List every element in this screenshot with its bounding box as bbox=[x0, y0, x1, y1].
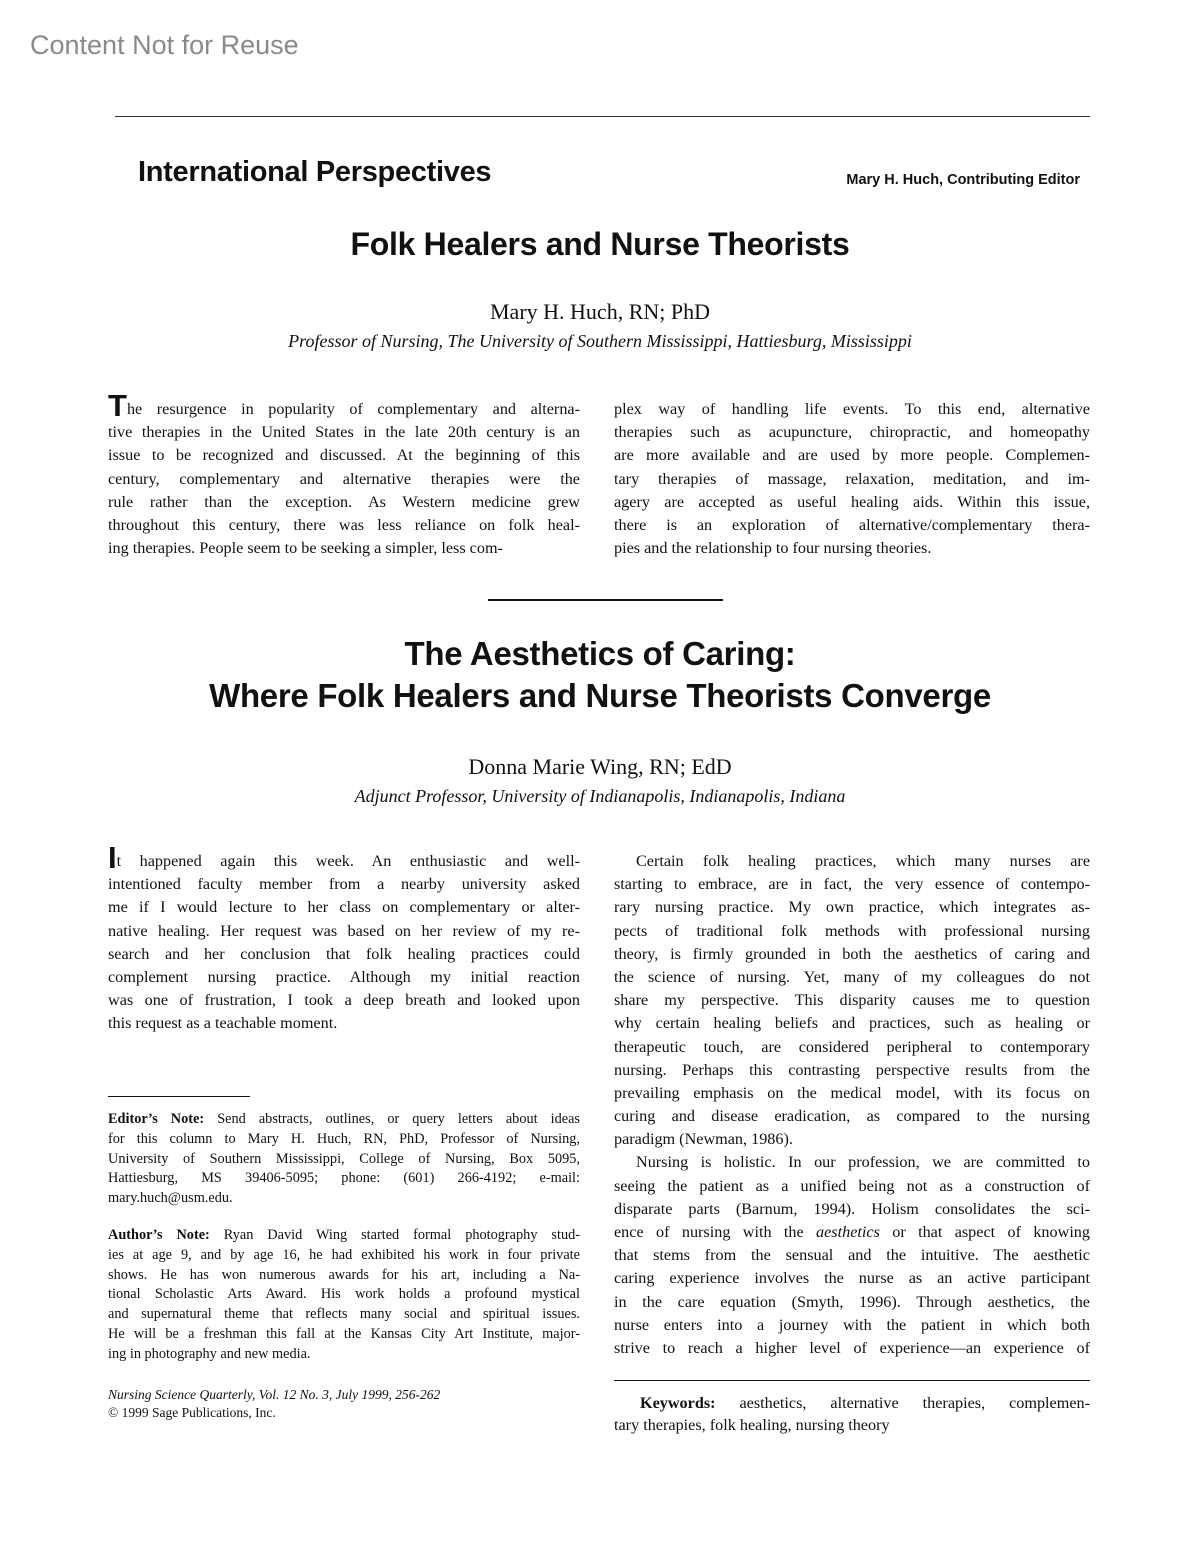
footnote-rule bbox=[108, 1096, 250, 1097]
text-line: tary therapies of massage, relaxation, meditation, and im- bbox=[614, 469, 1090, 488]
article-divider bbox=[488, 599, 723, 601]
text-line: It happened again this week. An enthusiastic and well- bbox=[108, 840, 580, 875]
text-line: rule rather than the exception. As Western medicine grew bbox=[108, 492, 580, 511]
article2-affiliation: Adjunct Professor, University of Indianapolis, Indianapolis, Indiana bbox=[354, 786, 846, 806]
text-line: ing in photography and new media. bbox=[108, 1345, 311, 1362]
text-line: me if I would lecture to her class on complementary or alter- bbox=[108, 898, 580, 917]
top-rule bbox=[115, 116, 1090, 117]
text-line: strive to reach a higher level of experience—an experience of bbox=[614, 1338, 1090, 1357]
editors-note bbox=[108, 1110, 580, 1209]
text-line: tional Scholastic Arts Award. His work holds a profound mystical bbox=[108, 1286, 580, 1303]
text-line: tary therapies, folk healing, nursing theory bbox=[614, 1416, 890, 1434]
text-line: therapies such as acupuncture, chiropractic, and homeopathy bbox=[614, 423, 1090, 442]
text-line: The resurgence in popularity of complementary and alterna- bbox=[108, 388, 580, 423]
text-line: issue to be recognized and discussed. At the beginning of this bbox=[108, 446, 580, 465]
text-line: for this column to Mary H. Huch, RN, PhD, Professor of Nursing, bbox=[108, 1130, 580, 1147]
text-line: mary.huch@usm.edu. bbox=[108, 1190, 233, 1207]
note-label: Keywords: bbox=[640, 1394, 716, 1412]
text-segment: or that aspect of knowing bbox=[879, 1223, 1090, 1241]
drop-cap: I bbox=[108, 840, 117, 875]
article1-right-column bbox=[614, 398, 1090, 560]
text-line: in the care equation (Smyth, 1996). Through aesthetics, the bbox=[614, 1292, 1090, 1311]
text-line: plex way of handling life events. To this end, alternative bbox=[614, 400, 1090, 418]
text-line: was one of frustration, I took a deep breath and looked upon bbox=[108, 991, 580, 1010]
article2-left-column bbox=[108, 840, 580, 1036]
text-line: share my perspective. This disparity causes me to question bbox=[614, 991, 1090, 1010]
text-line: pies and the relationship to four nursing theories. bbox=[614, 539, 932, 558]
text-line: that stems from the sensual and the intuitive. The aesthetic bbox=[614, 1246, 1090, 1265]
text-line: Hattiesburg, MS 39406-5095; phone: (601) 266-4192; e-mail: bbox=[108, 1170, 580, 1187]
article1-affiliation: Professor of Nursing, The University of Southern Mississippi, Hattiesburg, Mississippi bbox=[288, 331, 912, 351]
text-line: Nursing is holistic. In our profession, we are committed to bbox=[636, 1153, 1090, 1172]
text-line: rary nursing practice. My own practice, which integrates as- bbox=[614, 898, 1090, 917]
text-line: Certain folk healing practices, which many nurses are bbox=[636, 852, 1090, 870]
article1-author: Mary H. Huch, RN; PhD bbox=[490, 299, 710, 324]
section-heading: International Perspectives bbox=[138, 156, 492, 188]
text-line: and supernatural theme that reflects many social and spiritual issues. bbox=[108, 1306, 580, 1323]
article2-title-line1: The Aesthetics of Caring: bbox=[404, 635, 796, 672]
text-line: tive therapies in the United States in the late 20th century is an bbox=[108, 423, 580, 442]
watermark: Content Not for Reuse bbox=[30, 30, 299, 60]
drop-cap: T bbox=[108, 388, 127, 423]
text-line: nurse enters into a journey with the patient in which both bbox=[614, 1315, 1090, 1334]
text-line: this request as a teachable moment. bbox=[108, 1014, 338, 1033]
text-line: throughout this century, there was less reliance on folk heal- bbox=[108, 515, 580, 534]
text-line: seeing the patient as a unified being not as a construction of bbox=[614, 1176, 1090, 1195]
copyright: © 1999 Sage Publications, Inc. bbox=[108, 1405, 276, 1420]
text-line bbox=[614, 1221, 1090, 1244]
text-line: prevailing emphasis on the medical model, with its focus on bbox=[614, 1083, 1090, 1102]
text-line: Author’s Note: Ryan David Wing started formal photography stud- bbox=[108, 1227, 581, 1243]
citation: Nursing Science Quarterly, Vol. 12 No. 3, July 1999, 256-262 bbox=[108, 1387, 441, 1402]
text-line: caring experience involves the nurse as an active participant bbox=[614, 1269, 1090, 1288]
text-line: theory, is firmly grounded in both the aesthetics of caring and bbox=[614, 944, 1090, 963]
text-line: century, complementary and alternative therapies were the bbox=[108, 469, 580, 488]
article2-title-line2: Where Folk Healers and Nurse Theorists Converge bbox=[209, 677, 991, 714]
authors-note bbox=[108, 1226, 580, 1365]
text-line: University of Southern Mississippi, College of Nursing, Box 5095, bbox=[108, 1150, 580, 1167]
text-segment: ence of nursing with the bbox=[614, 1223, 817, 1241]
keywords bbox=[614, 1392, 1090, 1436]
text-line: complement nursing practice. Although my initial reaction bbox=[108, 967, 580, 986]
text-line: therapeutic touch, are considered peripheral to contemporary bbox=[614, 1037, 1090, 1056]
article1-title: Folk Healers and Nurse Theorists bbox=[350, 226, 850, 262]
text-line: native healing. Her request was based on her review of my re- bbox=[108, 921, 580, 940]
text-line: search and her conclusion that folk healing practices could bbox=[108, 944, 580, 963]
text-line: the science of nursing. Yet, many of my colleagues do not bbox=[614, 967, 1090, 986]
article1-left-column bbox=[108, 388, 580, 560]
text-line: curing and disease eradication, as compared to the nursing bbox=[614, 1107, 1090, 1126]
citation-footer bbox=[108, 1386, 440, 1422]
text-line: ies at age 9, and by age 16, he had exhibited his work in four private bbox=[108, 1246, 580, 1263]
text-line: pects of traditional folk methods with professional nursing bbox=[614, 921, 1090, 940]
text-line: disparate parts (Barnum, 1994). Holism consolidates the sci- bbox=[614, 1199, 1090, 1218]
text-line: shows. He has won numerous awards for his art, including a Na- bbox=[108, 1266, 580, 1283]
text-line: Editor’s Note: Send abstracts, outlines, or query letters about ideas bbox=[108, 1111, 580, 1127]
text-line: He will be a freshman this fall at the Kansas City Art Institute, major- bbox=[108, 1325, 580, 1342]
text-line: intentioned faculty member from a nearby university asked bbox=[108, 875, 580, 894]
article2-right-column bbox=[614, 850, 1090, 1360]
contributing-editor: Mary H. Huch, Contributing Editor bbox=[846, 172, 1080, 188]
note-label: Author’s Note: bbox=[108, 1227, 210, 1243]
text-line: starting to embrace, are in fact, the very essence of contempo- bbox=[614, 875, 1090, 894]
text-line: are more available and are used by more people. Complemen- bbox=[614, 446, 1090, 465]
keywords-rule bbox=[614, 1380, 1090, 1381]
text-line: Keywords: aesthetics, alternative therapies, complemen- bbox=[640, 1394, 1090, 1412]
italic-term: aesthetics bbox=[816, 1223, 880, 1241]
text-line: agery are accepted as useful healing aids. Within this issue, bbox=[614, 492, 1090, 511]
text-line: there is an exploration of alternative/complementary thera- bbox=[614, 515, 1090, 534]
text-line: why certain healing beliefs and practices, such as healing or bbox=[614, 1014, 1090, 1033]
text-line: ing therapies. People seem to be seeking a simpler, less com- bbox=[108, 539, 503, 558]
text-line: paradigm (Newman, 1986). bbox=[614, 1130, 793, 1149]
text-line: nursing. Perhaps this contrasting perspective results from the bbox=[614, 1060, 1090, 1079]
article2-author: Donna Marie Wing, RN; EdD bbox=[468, 754, 732, 779]
note-label: Editor’s Note: bbox=[108, 1111, 205, 1127]
